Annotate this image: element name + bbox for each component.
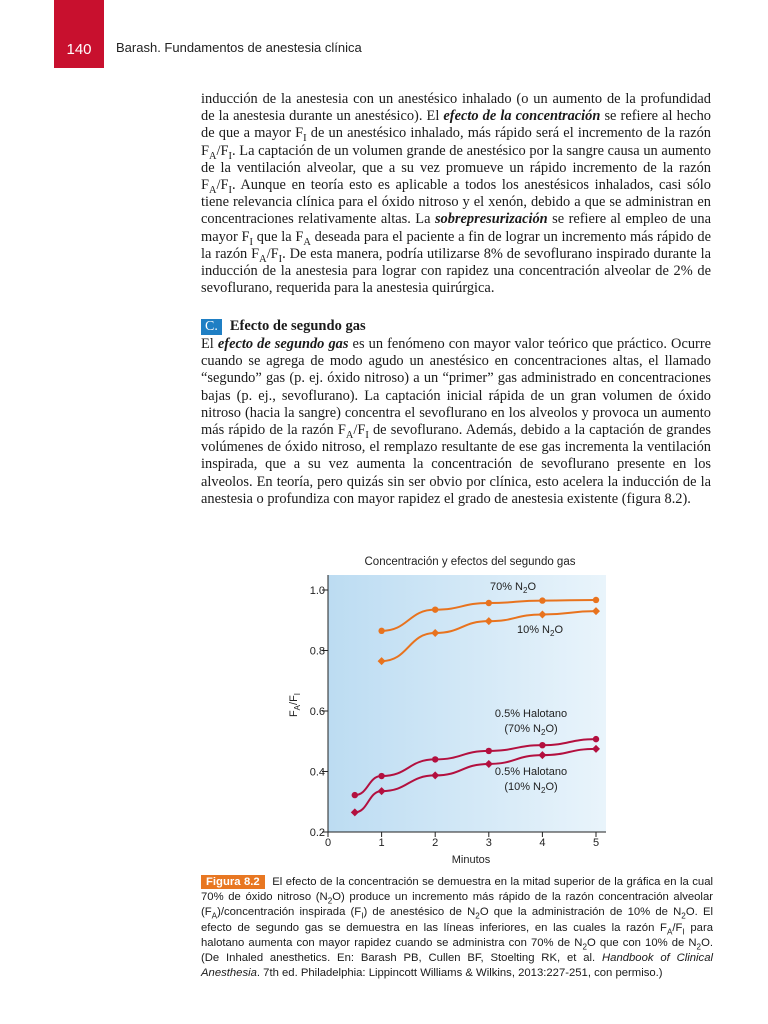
x-tick-label: 2	[432, 837, 439, 849]
data-point	[352, 792, 358, 798]
figure-caption: Figura 8.2 El efecto de la concentración se demuestra en la mitad superior de la gráfica en la cual 70% de óxido nitroso $(N_2O)$ produce un incremento más rápido de la razón concentración alveolar $(F_A)$/concentración inspirada $(F_I)$ de anestésico de $N_2O$ que la administración de 10% de $N_2O$. El efecto de segundo gas se demuestra en las líneas inferiores, en las cuales la razón $F_A/F_I$ para halotano aumenta con mayor rapidez cuando se administra con 70% de $N_2O$ que con 10% de $N_2O$. (De Inhaled anesthetics. En: Barash PB, Cullen BF, Stoelting RK, et al. Handbook of Clinical Anesthesia. 7th ed. Philadelphia: Lippincott Williams & Wilkins, 2013:227-251, con permiso.)	[201, 876, 714, 980]
data-point	[486, 748, 492, 754]
data-point	[486, 600, 492, 606]
data-point	[593, 597, 599, 603]
series-label-10-n2o: 10% $N_2O$	[516, 624, 564, 638]
series-label-halotano-70-line2: (70% $N_2O$)	[504, 723, 558, 737]
y-axis-label: $F_A/F_I$	[288, 692, 302, 718]
figure-8-2-chart	[281, 550, 621, 870]
data-point	[593, 736, 599, 742]
x-tick-label: 1	[378, 837, 385, 849]
page-number-box	[54, 0, 104, 68]
x-tick-label: 4	[539, 837, 546, 849]
series-label-halotano-10-line2: (10% $N_2O$)	[504, 781, 558, 795]
page-number: 140	[66, 41, 92, 58]
data-point	[539, 742, 545, 748]
chart-svg	[281, 550, 621, 870]
y-tick-label: 1.0	[309, 585, 325, 597]
data-point	[378, 773, 384, 779]
figure-label: Figura 8.2	[201, 875, 265, 889]
y-tick-label: 0.2	[309, 827, 325, 839]
data-point	[539, 597, 545, 603]
x-tick-label: 5	[592, 837, 600, 849]
series-label-70-n2o: 70% $N_2O$	[489, 581, 537, 595]
data-point	[378, 628, 384, 634]
series-label-halotano-10-line1: 0.5% Halotano	[494, 766, 568, 778]
y-tick-label: 0.8	[309, 645, 325, 658]
data-point	[432, 606, 438, 612]
section-title: Efecto de segundo gas	[229, 318, 366, 334]
data-point	[432, 756, 438, 762]
section-heading	[201, 318, 366, 335]
y-tick-label: 0.6	[309, 706, 325, 718]
y-tick-label: 0.4	[309, 766, 325, 779]
running-head: Barash. Fundamentos de anestesia clínica	[116, 40, 362, 55]
chart-title: Concentración y efectos del segundo gas	[364, 556, 576, 568]
x-tick-label: 0	[324, 837, 332, 849]
paragraph-second-gas-effect: El efecto de segundo gas es un fenómeno con mayor valor teórico que práctico. Ocurre cuando se agrega de modo agudo un anestésico en concentraciones altas, el llamado “segundo” gas (p. ej. óxido nitroso) a un “primer” gas administrado en concentraciones bajas (p. ej., sevoflurano). La captación inicial rápida de un gran volumen de óxido nitroso (hacia la sangre) concentra el sevoflurano en los alveolos y provoca un aumento más rápido de la razón $F_A/F_I$ de sevoflurano. Además, debido a la captación de grandes volúmenes de óxido nitroso, el remplazo resultante de ese gas incrementa la ventilación inspirada, que a su vez aumenta la concentración de sevoflurano presente en los alveolos. En teoría, pero quizás sin ser obvio por clínica, esto acelera la inducción de la anestesia o profundiza con mayor rapidez el grado de anestesia existente (figura 8.2).	[201, 336, 712, 507]
section-letter: C.	[201, 319, 222, 335]
paragraph-concentration-effect: inducción de la anestesia con un anestésico inhalado (o un aumento de la profundidad de la anestesia durante un anestésico). El efecto de la concentración se refiere al hecho de que a mayor $F_I$ de un anestésico inhalado, más rápido será el incremento de la razón $F_A/F_I$. La captación de un volumen grande de anestésico por la sangre causa un aumento de la ventilación alveolar, que a su vez promueve un rápido incremento de la razón $F_A/F_I$. Aunque en teoría esto es aplicable a todos los anestésicos inhalados, casi sólo tiene relevancia clínica para el óxido nitroso y el xenón, debido a que se administran en concentraciones relativamente altas. La sobrepresurización se refiere al empleo de una mayor $F_I$ que la $F_A$ deseada para el paciente a fin de lograr un incremento más rápido de la razón $F_A/F_I$. De esta manera, podría utilizarse 8% de sevoflurano inspirado durante la inducción de la anestesia para lograr con rapidez una concentración alveolar de 2% de sevoflurano, requerida para la anestesia quirúrgica.	[201, 91, 712, 297]
series-label-halotano-70-line1: 0.5% Halotano	[494, 708, 568, 720]
x-tick-label: 3	[485, 837, 492, 849]
x-axis-label: Minutos	[451, 854, 491, 866]
